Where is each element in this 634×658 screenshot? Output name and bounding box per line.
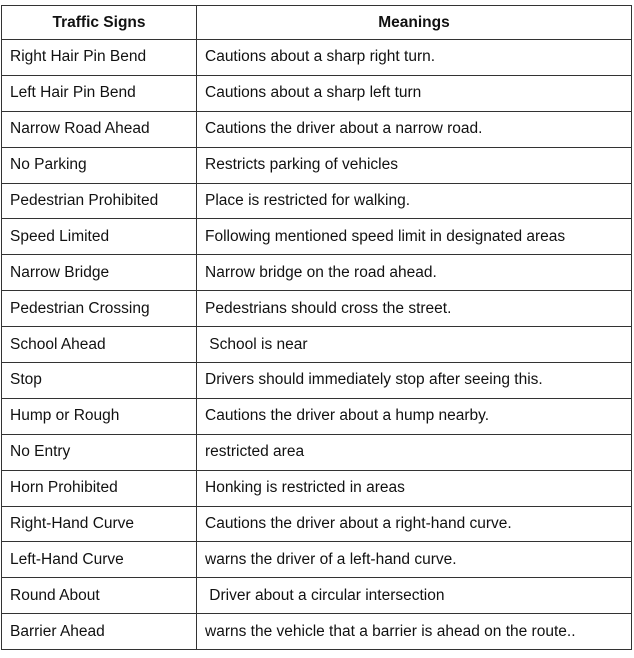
meaning-cell: Cautions the driver about a narrow road. — [197, 111, 632, 147]
meaning-cell: Following mentioned speed limit in designated areas — [197, 219, 632, 255]
meaning-cell: warns the driver of a left-hand curve. — [197, 542, 632, 578]
meaning-cell: warns the vehicle that a barrier is ahead on the route.. — [197, 614, 632, 650]
table-row — [2, 542, 632, 578]
meaning-cell: Cautions the driver about a hump nearby. — [197, 398, 632, 434]
traffic-sign-cell: Stop — [2, 363, 197, 399]
table-row — [2, 255, 632, 291]
traffic-sign-cell: Barrier Ahead — [2, 614, 197, 650]
table-row — [2, 434, 632, 470]
table-row — [2, 147, 632, 183]
table-row — [2, 219, 632, 255]
meaning-cell: Driver about a circular intersection — [197, 578, 632, 614]
table-row — [2, 363, 632, 399]
traffic-sign-cell: Hump or Rough — [2, 398, 197, 434]
traffic-sign-cell: Speed Limited — [2, 219, 197, 255]
table-row — [2, 578, 632, 614]
traffic-sign-cell: No Entry — [2, 434, 197, 470]
header-meanings: Meanings — [197, 6, 632, 40]
table-row — [2, 470, 632, 506]
meaning-cell: Place is restricted for walking. — [197, 183, 632, 219]
meaning-cell: Cautions about a sharp left turn — [197, 75, 632, 111]
table-row — [2, 614, 632, 650]
traffic-sign-cell: Narrow Bridge — [2, 255, 197, 291]
table-header-row — [2, 6, 632, 40]
traffic-sign-cell: Pedestrian Prohibited — [2, 183, 197, 219]
header-traffic-signs: Traffic Signs — [2, 6, 197, 40]
table-row — [2, 111, 632, 147]
table-row — [2, 183, 632, 219]
meaning-cell: School is near — [197, 327, 632, 363]
meaning-cell: restricted area — [197, 434, 632, 470]
meaning-cell: Narrow bridge on the road ahead. — [197, 255, 632, 291]
table-row — [2, 506, 632, 542]
meaning-cell: Cautions the driver about a right-hand curve. — [197, 506, 632, 542]
traffic-sign-cell: Left-Hand Curve — [2, 542, 197, 578]
table-row — [2, 75, 632, 111]
table-row — [2, 398, 632, 434]
traffic-sign-cell: Narrow Road Ahead — [2, 111, 197, 147]
traffic-signs-table — [1, 5, 632, 650]
meaning-cell: Restricts parking of vehicles — [197, 147, 632, 183]
traffic-sign-cell: Right Hair Pin Bend — [2, 40, 197, 76]
traffic-sign-cell: School Ahead — [2, 327, 197, 363]
traffic-sign-cell: Right-Hand Curve — [2, 506, 197, 542]
table-row — [2, 40, 632, 76]
meaning-cell: Cautions about a sharp right turn. — [197, 40, 632, 76]
traffic-sign-cell: Pedestrian Crossing — [2, 291, 197, 327]
traffic-sign-cell: Horn Prohibited — [2, 470, 197, 506]
meaning-cell: Drivers should immediately stop after seeing this. — [197, 363, 632, 399]
traffic-signs-table-container — [1, 5, 632, 650]
table-body — [2, 40, 632, 650]
meaning-cell: Pedestrians should cross the street. — [197, 291, 632, 327]
traffic-sign-cell: Round About — [2, 578, 197, 614]
traffic-sign-cell: No Parking — [2, 147, 197, 183]
meaning-cell: Honking is restricted in areas — [197, 470, 632, 506]
traffic-sign-cell: Left Hair Pin Bend — [2, 75, 197, 111]
table-row — [2, 327, 632, 363]
table-row — [2, 291, 632, 327]
